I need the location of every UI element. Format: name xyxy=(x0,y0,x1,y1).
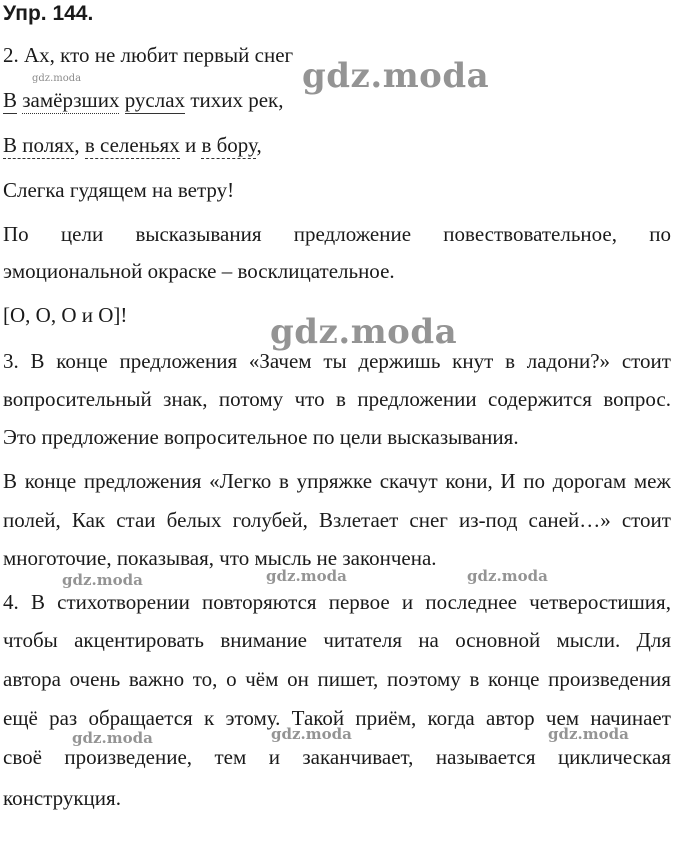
word: раз xyxy=(49,706,78,730)
word: Такой xyxy=(291,706,345,730)
word: последнее xyxy=(425,590,517,614)
analysis-line-2: эмоциональной окраске – восклицательное. xyxy=(3,259,395,283)
word: белых xyxy=(166,508,222,532)
poem-line-2 xyxy=(3,88,284,112)
word: упряжке xyxy=(296,469,373,493)
word: дорогам xyxy=(552,469,627,493)
word: ещё xyxy=(3,706,38,730)
poem-word: руслах xyxy=(124,88,186,112)
word: в xyxy=(469,667,480,691)
poem-word: замёрзших xyxy=(22,88,120,112)
item4-line-2 xyxy=(3,628,671,652)
word: «Зачем xyxy=(248,349,312,373)
word: внимание xyxy=(220,628,307,652)
word: снег xyxy=(409,508,448,532)
watermark-large: gdz.moda xyxy=(270,312,458,352)
watermark-small: gdz.moda xyxy=(271,725,352,743)
word: предложения xyxy=(119,349,238,373)
poem-word: в селеньях xyxy=(84,133,180,157)
word: первое xyxy=(328,590,390,614)
word: заканчивает, xyxy=(302,745,414,769)
watermark-small: gdz.moda xyxy=(548,725,629,743)
word: содержится xyxy=(488,387,592,411)
word: своё xyxy=(3,745,42,769)
word: В xyxy=(30,349,45,373)
word: в xyxy=(279,469,289,493)
word: По xyxy=(3,222,29,246)
item4-line-5 xyxy=(3,745,671,769)
word: повторяются xyxy=(202,590,317,614)
word: конце xyxy=(488,667,540,691)
word: читателя xyxy=(323,628,402,652)
word: и xyxy=(268,745,280,769)
item3-line-5 xyxy=(3,508,671,532)
word: чём xyxy=(245,667,279,691)
word: произведения xyxy=(548,667,671,691)
exercise-heading: Упр. 144. xyxy=(3,2,94,25)
word: 3. xyxy=(3,349,19,373)
watermark-tiny: gdz.moda xyxy=(32,73,82,84)
word: основной xyxy=(455,628,541,652)
word: ты xyxy=(323,349,347,373)
word: по xyxy=(523,469,546,493)
word: обращается xyxy=(88,706,193,730)
poem-punct: , xyxy=(256,133,262,157)
word: называется xyxy=(435,745,536,769)
word: скачут xyxy=(379,469,438,493)
watermark-small: gdz.moda xyxy=(72,729,153,747)
word: высказывания xyxy=(135,222,262,246)
poem-punct: , xyxy=(74,133,80,157)
item3-line-6: многоточие, показывая, что мысль не закончена. xyxy=(3,546,437,570)
word: 4. xyxy=(3,590,19,614)
word: ладони?» xyxy=(526,349,611,373)
word: начинает xyxy=(590,706,671,730)
poem-word: тихих рек, xyxy=(190,88,284,112)
word: чем xyxy=(545,706,580,730)
watermark-small: gdz.moda xyxy=(266,567,347,585)
word: к xyxy=(203,706,215,730)
item3-line-4 xyxy=(3,469,671,493)
word: предложения xyxy=(83,469,202,493)
word: произведение, xyxy=(64,745,193,769)
analysis-line-1 xyxy=(3,222,671,246)
word: держишь xyxy=(358,349,441,373)
word: стоит xyxy=(621,508,671,532)
word: поэтому xyxy=(386,667,461,691)
watermark-large: gdz.moda xyxy=(302,56,490,96)
word: этому. xyxy=(225,706,281,730)
word: стаи xyxy=(116,508,156,532)
word: автор xyxy=(486,706,535,730)
item3-line-3: Это предложение вопросительное по цели высказывания. xyxy=(3,425,519,449)
word: и xyxy=(401,590,414,614)
poem-word: и xyxy=(184,133,197,157)
word: чтобы xyxy=(3,628,58,652)
item3-line-2 xyxy=(3,387,671,411)
word: кнут xyxy=(452,349,494,373)
word: очень xyxy=(69,667,121,691)
poem-line-3 xyxy=(3,133,262,157)
word: то, xyxy=(192,667,218,691)
word: по xyxy=(649,222,671,246)
word: в xyxy=(505,349,515,373)
word: потому xyxy=(218,387,284,411)
word: «Легко xyxy=(209,469,272,493)
word: мысли. xyxy=(556,628,621,652)
item4-line-6: конструкция. xyxy=(3,786,121,810)
word: приём, xyxy=(355,706,417,730)
word: стихотворении xyxy=(57,590,190,614)
item4-line-1 xyxy=(3,590,671,614)
word: полей, xyxy=(3,508,61,532)
watermark-small: gdz.moda xyxy=(467,567,548,585)
word: акцентировать xyxy=(74,628,205,652)
word: цели xyxy=(60,222,104,246)
word: четверостишия, xyxy=(529,590,671,614)
poem-line-4: Слегка гудящем на ветру! xyxy=(3,178,235,202)
word: тем xyxy=(214,745,247,769)
word: о xyxy=(226,667,237,691)
word: Как xyxy=(71,508,106,532)
word: предложении xyxy=(357,387,477,411)
word: циклическая xyxy=(557,745,671,769)
word: вопрос. xyxy=(603,387,671,411)
word: стоит xyxy=(621,349,671,373)
word: в xyxy=(336,387,346,411)
word: кони, xyxy=(445,469,493,493)
item3-line-1 xyxy=(3,349,671,373)
word: голубей, xyxy=(232,508,308,532)
word: Взлетает xyxy=(318,508,399,532)
word: саней…» xyxy=(528,508,611,532)
word: вопросительный xyxy=(3,387,152,411)
word: конце xyxy=(56,349,108,373)
word: Для xyxy=(636,628,671,652)
word: из-под xyxy=(459,508,518,532)
item4-line-3 xyxy=(3,667,671,691)
word: он xyxy=(287,667,309,691)
sentence-scheme: [О, О, О и О]! xyxy=(3,303,128,327)
poem-word: В xyxy=(3,88,18,112)
word: повествовательное, xyxy=(443,222,617,246)
word: В xyxy=(30,590,45,614)
poem-word: В полях xyxy=(3,133,75,157)
poem-word: в бору xyxy=(201,133,257,157)
word: пишет, xyxy=(317,667,379,691)
word: на xyxy=(418,628,439,652)
word: автора xyxy=(3,667,61,691)
word: когда xyxy=(427,706,475,730)
word: что xyxy=(294,387,325,411)
word: предложение xyxy=(293,222,412,246)
word: И xyxy=(500,469,516,493)
word: важно xyxy=(128,667,185,691)
word: знак, xyxy=(163,387,208,411)
poem-line-1: 2. Ах, кто не любит первый снег xyxy=(3,43,294,67)
word: конце xyxy=(24,469,77,493)
watermark-small: gdz.moda xyxy=(62,571,143,589)
word: меж xyxy=(633,469,671,493)
word: В xyxy=(3,469,18,493)
